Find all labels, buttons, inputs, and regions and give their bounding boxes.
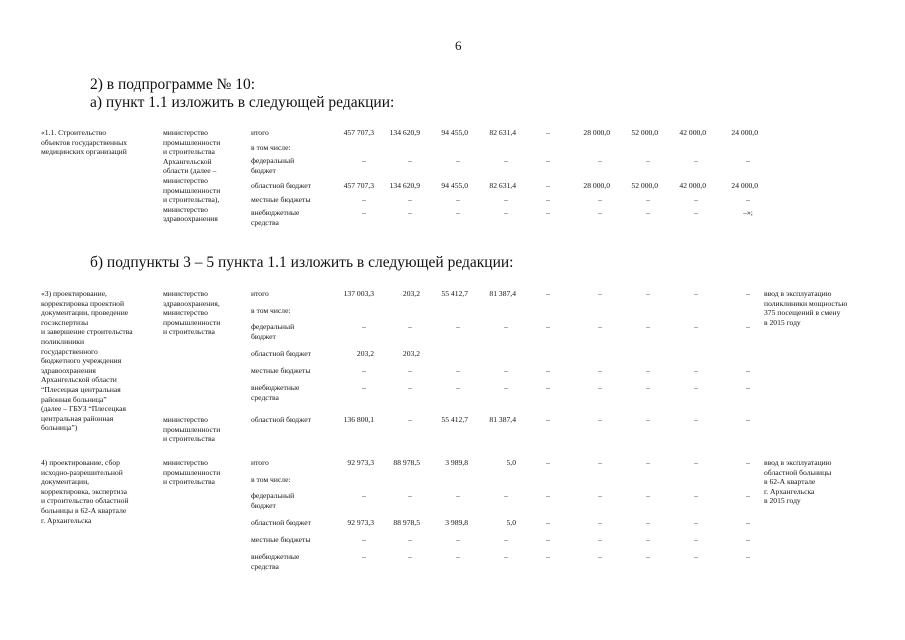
- row-label: [251, 415, 311, 425]
- result: [764, 289, 847, 327]
- row-label: [251, 383, 299, 402]
- row-label: [251, 289, 269, 299]
- table-cell-value: 5,0: [506, 458, 516, 467]
- executor-line: министерство: [163, 175, 208, 185]
- executor-line: здравоохранения,: [163, 298, 220, 308]
- table-cell-value: –: [408, 383, 412, 392]
- item-name-line: центральная районная: [41, 413, 114, 423]
- table-cell-value: 52 000,0: [631, 128, 658, 137]
- table-cell-value: –: [546, 415, 550, 424]
- table-cell-value: 88 978,5: [393, 518, 420, 527]
- table-cell-value: 136 800,1: [343, 415, 374, 424]
- table-cell-value: –: [456, 552, 460, 561]
- item-name-line: (далее – ГБУЗ “Плесецкая: [41, 404, 126, 414]
- table-cell-value: –: [504, 552, 508, 561]
- item-name-line: бюджетного учреждения: [41, 356, 122, 366]
- table-cell-value: –: [746, 415, 750, 424]
- table-cell-value: –: [546, 383, 550, 392]
- table-cell-value: –: [598, 535, 602, 544]
- table-cell-value: –: [646, 195, 650, 204]
- table-cell-value: 81 387,4: [489, 415, 516, 424]
- table-cell-value: –»;: [743, 208, 753, 217]
- item-name-line: Архангельской области: [41, 375, 117, 385]
- item-name-line: больницы в 62-А квартале: [41, 505, 127, 515]
- row-label: [251, 306, 291, 316]
- table-cell-value: –: [598, 289, 602, 298]
- result-line: поликлиники мощностью: [764, 298, 848, 308]
- table-cell-value: –: [694, 491, 698, 500]
- table-cell-value: 3 989,8: [445, 518, 468, 527]
- row-label-line: бюджет: [251, 165, 276, 175]
- row-label-line: средства: [251, 392, 279, 402]
- row-label-line: внебюджетные: [251, 383, 300, 392]
- table-cell-value: –: [598, 552, 602, 561]
- table-cell-value: –: [694, 366, 698, 375]
- row-label-line: федеральный: [251, 156, 295, 165]
- page-number: 6: [455, 38, 462, 53]
- table-cell-value: –: [746, 518, 750, 527]
- table-cell-value: –: [646, 156, 650, 165]
- executor-line: и строительства: [163, 434, 215, 444]
- heading-subprogram: 2) в подпрограмме № 10:: [90, 76, 256, 93]
- table-cell-value: –: [694, 195, 698, 204]
- heading-item-b: б) подпункты 3 – 5 пункта 1.1 изложить в следующей редакции:: [90, 254, 514, 271]
- table-cell-value: –: [746, 491, 750, 500]
- table-cell-value: –: [408, 156, 412, 165]
- table-cell-value: –: [362, 491, 366, 500]
- row-label: [251, 143, 291, 153]
- table-cell-value: 134 620,9: [389, 128, 420, 137]
- executor: [163, 458, 220, 487]
- table-cell-value: –: [408, 415, 412, 424]
- table-cell-value: –: [504, 366, 508, 375]
- item-name-line: здравоохранения: [41, 365, 96, 375]
- table-cell-value: –: [694, 156, 698, 165]
- table-cell-value: –: [456, 156, 460, 165]
- table-cell-value: –: [646, 383, 650, 392]
- table-cell-value: –: [408, 208, 412, 217]
- row-label-line: в том числе:: [251, 475, 291, 484]
- executor-line: промышленности: [163, 185, 221, 195]
- table-cell-value: –: [456, 322, 460, 331]
- executor-line: и строительства: [163, 147, 215, 157]
- table-cell-value: –: [546, 552, 550, 561]
- table-cell-value: –: [456, 491, 460, 500]
- table-cell-value: –: [746, 289, 750, 298]
- table-cell-value: –: [746, 156, 750, 165]
- table-cell-value: –: [646, 415, 650, 424]
- table-cell-value: –: [694, 535, 698, 544]
- table-cell-value: –: [598, 383, 602, 392]
- table-cell-value: –: [598, 458, 602, 467]
- table-cell-value: –: [746, 383, 750, 392]
- table-cell-value: –: [362, 195, 366, 204]
- item-name-line: 4) проектирование, сбор: [41, 458, 120, 467]
- table-cell-value: –: [362, 383, 366, 392]
- table-cell-value: –: [362, 208, 366, 217]
- executor-line: промышленности: [163, 317, 221, 327]
- table-cell-value: –: [746, 195, 750, 204]
- item-name-line: г. Архангельска: [41, 515, 92, 525]
- table-cell-value: 55 412,7: [441, 289, 468, 298]
- table-cell-value: 28 000,0: [583, 181, 610, 190]
- table-cell-value: –: [746, 322, 750, 331]
- table-cell-value: –: [646, 518, 650, 527]
- table-cell-value: 92 973,3: [347, 518, 374, 527]
- row-label: [251, 156, 294, 175]
- result-line: ввод в эксплуатацию: [764, 458, 832, 467]
- table-cell-value: –: [646, 552, 650, 561]
- table-cell-value: –: [598, 518, 602, 527]
- row-label-line: областной бюджет: [251, 415, 311, 424]
- row-label: [251, 208, 299, 227]
- table-cell-value: –: [408, 195, 412, 204]
- table-cell-value: –: [546, 181, 550, 190]
- table-cell-value: –: [646, 535, 650, 544]
- executor-line: и строительства: [163, 327, 215, 337]
- row-label: [251, 366, 310, 376]
- item-name-line: документации,: [41, 477, 90, 487]
- row-label-line: итого: [251, 128, 269, 137]
- executor: [163, 128, 220, 224]
- table-cell-value: –: [408, 366, 412, 375]
- table-cell-value: –: [694, 383, 698, 392]
- executor-line: и строительства: [163, 477, 215, 487]
- table-cell-value: –: [546, 208, 550, 217]
- item-name-line: больница”): [41, 423, 78, 433]
- table-cell-value: –: [598, 366, 602, 375]
- table-cell-value: –: [408, 491, 412, 500]
- table-cell-value: –: [408, 552, 412, 561]
- table-cell-value: –: [504, 208, 508, 217]
- row-label: [251, 535, 310, 545]
- table-cell-value: –: [694, 458, 698, 467]
- table-cell-value: 42 000,0: [679, 128, 706, 137]
- table-cell-value: –: [456, 535, 460, 544]
- table-cell-value: –: [546, 128, 550, 137]
- row-label-line: средства: [251, 561, 279, 571]
- executor-line: области (далее –: [163, 166, 217, 176]
- item-name: [41, 289, 133, 433]
- table-cell-value: 42 000,0: [679, 181, 706, 190]
- executor: [163, 415, 220, 444]
- table-cell-value: –: [546, 366, 550, 375]
- row-label-line: федеральный: [251, 491, 295, 500]
- row-label-line: в том числе:: [251, 143, 291, 152]
- table-cell-value: –: [362, 366, 366, 375]
- row-label: [251, 128, 269, 138]
- table-cell-value: –: [694, 208, 698, 217]
- row-label-line: внебюджетные: [251, 208, 300, 217]
- item-name-line: и строительство областной: [41, 496, 129, 506]
- table-cell-value: –: [546, 535, 550, 544]
- result-line: 375 посещений в смену: [764, 308, 841, 318]
- row-label: [251, 552, 299, 571]
- row-label-line: областной бюджет: [251, 349, 311, 358]
- table-cell-value: 3 989,8: [445, 458, 468, 467]
- table-cell-value: –: [646, 322, 650, 331]
- table-cell-value: –: [456, 208, 460, 217]
- table-cell-value: 52 000,0: [631, 181, 658, 190]
- row-label-line: бюджет: [251, 500, 276, 510]
- table-cell-value: 88 978,5: [393, 458, 420, 467]
- row-label-line: итого: [251, 458, 269, 467]
- table-cell-value: –: [408, 535, 412, 544]
- row-label: [251, 518, 311, 528]
- executor-line: министерство: [163, 128, 208, 137]
- table-cell-value: –: [504, 322, 508, 331]
- table-cell-value: –: [546, 458, 550, 467]
- result: [764, 458, 831, 506]
- table-cell-value: 203,2: [402, 349, 420, 358]
- item-name-line: «3) проектирование,: [41, 289, 107, 298]
- table-cell-value: 5,0: [506, 518, 516, 527]
- executor-line: промышленности: [163, 424, 221, 434]
- row-label: [251, 322, 294, 341]
- table-cell-value: –: [546, 518, 550, 527]
- row-label: [251, 458, 269, 468]
- row-label-line: областной бюджет: [251, 181, 311, 190]
- executor-line: министерство: [163, 458, 208, 467]
- row-label: [251, 181, 311, 191]
- row-label-line: областной бюджет: [251, 518, 311, 527]
- executor-line: здравоохранения: [163, 214, 218, 224]
- table-cell-value: –: [456, 366, 460, 375]
- table-cell-value: –: [504, 535, 508, 544]
- table-cell-value: 457 707,3: [343, 181, 374, 190]
- row-label: [251, 195, 310, 205]
- table-cell-value: –: [746, 552, 750, 561]
- result-line: г. Архангельска: [764, 486, 815, 496]
- executor-line: министерство: [163, 308, 208, 318]
- table-cell-value: 137 003,3: [343, 289, 374, 298]
- table-cell-value: –: [598, 195, 602, 204]
- table-cell-value: –: [362, 535, 366, 544]
- item-name-line: “Плесецкая центральная: [41, 384, 121, 394]
- executor-line: Архангельской: [163, 156, 212, 166]
- table-cell-value: –: [598, 491, 602, 500]
- table-cell-value: –: [646, 491, 650, 500]
- row-label: [251, 491, 294, 510]
- row-label-line: местные бюджеты: [251, 366, 311, 375]
- item-name-line: исходно-разрешительной: [41, 467, 123, 477]
- table-cell-value: –: [746, 366, 750, 375]
- table-cell-value: –: [694, 518, 698, 527]
- result-line: в 2015 году: [764, 317, 801, 327]
- table-cell-value: –: [546, 195, 550, 204]
- executor-line: промышленности: [163, 467, 221, 477]
- executor-line: министерство: [163, 289, 208, 298]
- table-cell-value: 55 412,7: [441, 415, 468, 424]
- table-cell-value: –: [646, 208, 650, 217]
- result-line: в 62-А квартале: [764, 477, 816, 487]
- table-cell-value: 24 000,0: [731, 181, 758, 190]
- table-cell-value: –: [646, 366, 650, 375]
- row-label-line: внебюджетные: [251, 552, 300, 561]
- table-cell-value: 94 455,0: [441, 128, 468, 137]
- table-cell-value: –: [694, 415, 698, 424]
- table-cell-value: 82 631,4: [489, 181, 516, 190]
- row-label-line: в том числе:: [251, 306, 291, 315]
- table-cell-value: 24 000,0: [731, 128, 758, 137]
- table-cell-value: –: [546, 322, 550, 331]
- table-cell-value: 203,2: [402, 289, 420, 298]
- table-cell-value: 92 973,3: [347, 458, 374, 467]
- item-name-line: «1.1. Строительство: [41, 128, 107, 137]
- table-cell-value: –: [456, 383, 460, 392]
- table-cell-value: –: [694, 552, 698, 561]
- table-cell-value: –: [504, 195, 508, 204]
- table-cell-value: –: [408, 322, 412, 331]
- table-cell-value: 82 631,4: [489, 128, 516, 137]
- table-cell-value: –: [646, 289, 650, 298]
- table-cell-value: –: [598, 208, 602, 217]
- executor: [163, 289, 220, 337]
- table-cell-value: –: [546, 491, 550, 500]
- item-name-line: районная больница”: [41, 394, 107, 404]
- table-cell-value: –: [362, 156, 366, 165]
- heading-item-a: а) пункт 1.1 изложить в следующей редакции:: [90, 94, 395, 111]
- row-label: [251, 475, 291, 485]
- table-cell-value: 457 707,3: [343, 128, 374, 137]
- row-label-line: бюджет: [251, 331, 276, 341]
- table-cell-value: –: [504, 156, 508, 165]
- table-cell-value: 28 000,0: [583, 128, 610, 137]
- row-label-line: федеральный: [251, 322, 295, 331]
- table-cell-value: –: [546, 289, 550, 298]
- item-name-line: медицинских организаций: [41, 147, 127, 157]
- row-label-line: средства: [251, 217, 279, 227]
- table-cell-value: 203,2: [356, 349, 374, 358]
- table-cell-value: –: [746, 535, 750, 544]
- table-cell-value: –: [362, 322, 366, 331]
- executor-line: промышленности: [163, 137, 221, 147]
- item-name-line: поликлиники: [41, 336, 85, 346]
- table-cell-value: 81 387,4: [489, 289, 516, 298]
- table-cell-value: –: [546, 156, 550, 165]
- item-name-line: корректировка проектной: [41, 298, 125, 308]
- table-cell-value: –: [504, 491, 508, 500]
- row-label-line: местные бюджеты: [251, 195, 311, 204]
- executor-line: министерство: [163, 204, 208, 214]
- table-cell-value: –: [746, 458, 750, 467]
- table-cell-value: 94 455,0: [441, 181, 468, 190]
- table-cell-value: –: [456, 195, 460, 204]
- item-name-line: документации, проведение: [41, 308, 129, 318]
- row-label-line: местные бюджеты: [251, 535, 311, 544]
- row-label-line: итого: [251, 289, 269, 298]
- table-cell-value: –: [598, 415, 602, 424]
- item-name-line: госэкспертизы: [41, 317, 89, 327]
- table-cell-value: –: [598, 322, 602, 331]
- item-name-line: государственного: [41, 346, 98, 356]
- table-cell-value: –: [504, 383, 508, 392]
- table-cell-value: –: [694, 322, 698, 331]
- executor-line: министерство: [163, 415, 208, 424]
- item-name: [41, 458, 129, 525]
- item-name-line: объектов государственных: [41, 137, 128, 147]
- result-line: ввод в эксплуатацию: [764, 289, 832, 298]
- table-cell-value: 134 620,9: [389, 181, 420, 190]
- table-cell-value: –: [646, 458, 650, 467]
- item-name-line: и завершение строительства: [41, 327, 133, 337]
- table-cell-value: –: [598, 156, 602, 165]
- executor-line: и строительства),: [163, 195, 220, 205]
- item-name: [41, 128, 127, 157]
- item-name-line: корректировка, экспертиза: [41, 486, 127, 496]
- table-cell-value: –: [694, 289, 698, 298]
- result-line: в 2015 году: [764, 496, 801, 506]
- result-line: областной больницы: [764, 467, 832, 477]
- row-label: [251, 349, 311, 359]
- table-cell-value: –: [362, 552, 366, 561]
